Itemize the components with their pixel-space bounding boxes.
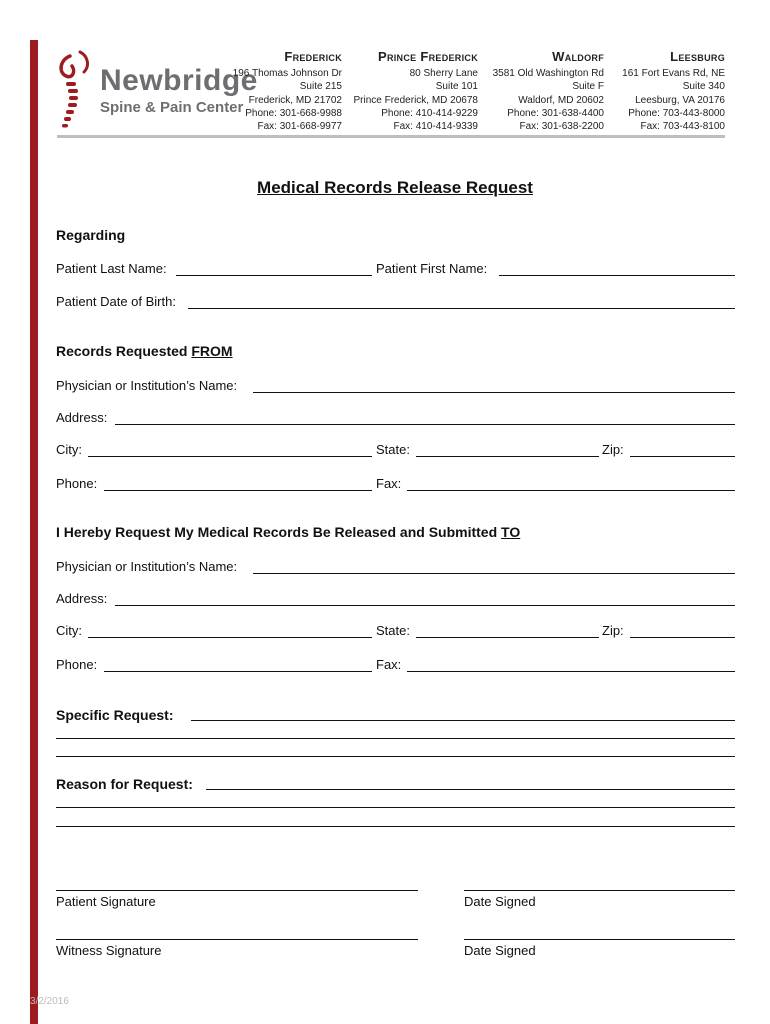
last-name-field[interactable] xyxy=(176,275,372,276)
to-address-label: Address: xyxy=(56,591,108,606)
from-zip-field[interactable] xyxy=(630,456,735,457)
date-signed-label-1: Date Signed xyxy=(464,894,536,909)
phone-line: Phone: 301-638-4400 xyxy=(507,107,604,119)
reason-line-3[interactable] xyxy=(56,826,735,827)
dob-row xyxy=(56,294,735,312)
brand-tagline: Spine & Pain Center xyxy=(100,99,244,116)
to-phone-label: Phone: xyxy=(56,657,98,672)
address-line: Suite 101 xyxy=(435,81,478,93)
location-name: Frederick xyxy=(284,49,342,64)
patient-signature-field[interactable] xyxy=(56,890,418,891)
location-leesburg xyxy=(622,50,725,133)
location-name: Waldorf xyxy=(552,49,604,64)
dob-label: Patient Date of Birth: xyxy=(56,294,176,309)
address-line: Prince Frederick, MD 20678 xyxy=(353,94,478,106)
header-divider xyxy=(57,135,725,138)
last-name-label: Patient Last Name: xyxy=(56,261,167,276)
section-heading-from xyxy=(56,343,233,359)
location-name: Leesburg xyxy=(670,49,725,64)
reason-field[interactable] xyxy=(206,789,735,790)
from-phone-label: Phone: xyxy=(56,476,98,491)
location-prince-frederick xyxy=(354,50,479,133)
from-address-label: Address: xyxy=(56,410,108,425)
to-city-label: City: xyxy=(56,623,82,638)
address-line: Suite F xyxy=(572,81,604,93)
specific-request-line-2[interactable] xyxy=(56,738,735,739)
to-address-field[interactable] xyxy=(115,605,735,606)
section-heading-to xyxy=(56,524,520,540)
reason-line-2[interactable] xyxy=(56,807,735,808)
location-waldorf xyxy=(493,50,604,133)
address-line: Waldorf, MD 20602 xyxy=(518,94,604,106)
to-state-label: State: xyxy=(376,623,410,638)
phone-line: Phone: 410-414-9229 xyxy=(381,107,478,119)
location-frederick xyxy=(233,50,342,133)
from-name-field[interactable] xyxy=(253,392,735,393)
address-line: Frederick, MD 21702 xyxy=(248,94,342,106)
phone-line: Phone: 703-443-8000 xyxy=(628,107,725,119)
patient-name-row xyxy=(56,261,735,279)
from-address-row xyxy=(56,410,735,428)
to-name-field[interactable] xyxy=(253,573,735,574)
from-phone-field[interactable] xyxy=(104,490,372,491)
to-name-label: Physician or Institution’s Name: xyxy=(56,559,238,574)
to-city-row xyxy=(56,623,735,641)
to-fax-label: Fax: xyxy=(376,657,402,672)
to-heading-text: I Hereby Request My Medical Records Be Released and Submitted xyxy=(56,524,502,540)
witness-signature-field[interactable] xyxy=(56,939,418,940)
specific-request-field[interactable] xyxy=(191,720,735,721)
from-address-field[interactable] xyxy=(115,424,735,425)
first-name-field[interactable] xyxy=(499,275,735,276)
address-line: Suite 215 xyxy=(299,81,342,93)
to-zip-field[interactable] xyxy=(630,637,735,638)
address-line: 196 Thomas Johnson Dr xyxy=(232,68,342,80)
from-state-field[interactable] xyxy=(416,456,599,457)
from-city-label: City: xyxy=(56,442,82,457)
from-fax-field[interactable] xyxy=(407,490,735,491)
to-phone-row xyxy=(56,657,735,675)
fax-line: Fax: 301-638-2200 xyxy=(519,121,604,133)
from-state-label: State: xyxy=(376,442,410,457)
brand-name: Newbridge xyxy=(100,64,258,97)
specific-request-label: Specific Request: xyxy=(56,707,174,723)
to-city-field[interactable] xyxy=(88,637,372,638)
from-heading-text: Records Requested xyxy=(56,343,192,359)
to-name-row xyxy=(56,559,735,577)
address-line: 80 Sherry Lane xyxy=(409,68,478,80)
form-title: Medical Records Release Request xyxy=(257,178,533,197)
clinic-logo xyxy=(54,50,258,130)
address-line: 3581 Old Washington Rd xyxy=(492,68,604,80)
to-fax-field[interactable] xyxy=(407,671,735,672)
from-zip-label: Zip: xyxy=(602,442,624,457)
to-zip-label: Zip: xyxy=(602,623,624,638)
from-fax-label: Fax: xyxy=(376,476,402,491)
from-phone-row xyxy=(56,476,735,494)
date-signed-field-2[interactable] xyxy=(464,939,735,940)
witness-signature-label: Witness Signature xyxy=(56,943,162,958)
first-name-label: Patient First Name: xyxy=(376,261,488,276)
from-city-row xyxy=(56,442,735,460)
date-signed-field-1[interactable] xyxy=(464,890,735,891)
to-phone-field[interactable] xyxy=(104,671,372,672)
spine-logo-icon xyxy=(54,50,98,130)
from-city-field[interactable] xyxy=(88,456,372,457)
from-heading-emph: FROM xyxy=(191,343,233,359)
patient-signature-label: Patient Signature xyxy=(56,894,156,909)
address-line: Suite 340 xyxy=(682,81,725,93)
address-line: Leesburg, VA 20176 xyxy=(635,94,725,106)
reason-label: Reason for Request: xyxy=(56,776,193,792)
address-line: 161 Fort Evans Rd, NE xyxy=(622,68,725,80)
fax-line: Fax: 410-414-9339 xyxy=(393,121,478,133)
to-state-field[interactable] xyxy=(416,637,599,638)
phone-line: Phone: 301-668-9988 xyxy=(245,107,342,119)
from-name-label: Physician or Institution’s Name: xyxy=(56,378,238,393)
fax-line: Fax: 703-443-8100 xyxy=(640,121,725,133)
section-heading-regarding: Regarding xyxy=(56,227,126,243)
dob-field[interactable] xyxy=(188,308,735,309)
fax-line: Fax: 301-668-9977 xyxy=(257,121,342,133)
date-signed-label-2: Date Signed xyxy=(464,943,536,958)
to-heading-emph: TO xyxy=(501,524,521,540)
footer-date: 3/2/2016 xyxy=(30,996,69,1007)
to-address-row xyxy=(56,591,735,609)
specific-request-line-3[interactable] xyxy=(56,756,735,757)
location-name: Prince Frederick xyxy=(377,49,478,64)
from-name-row xyxy=(56,378,735,396)
